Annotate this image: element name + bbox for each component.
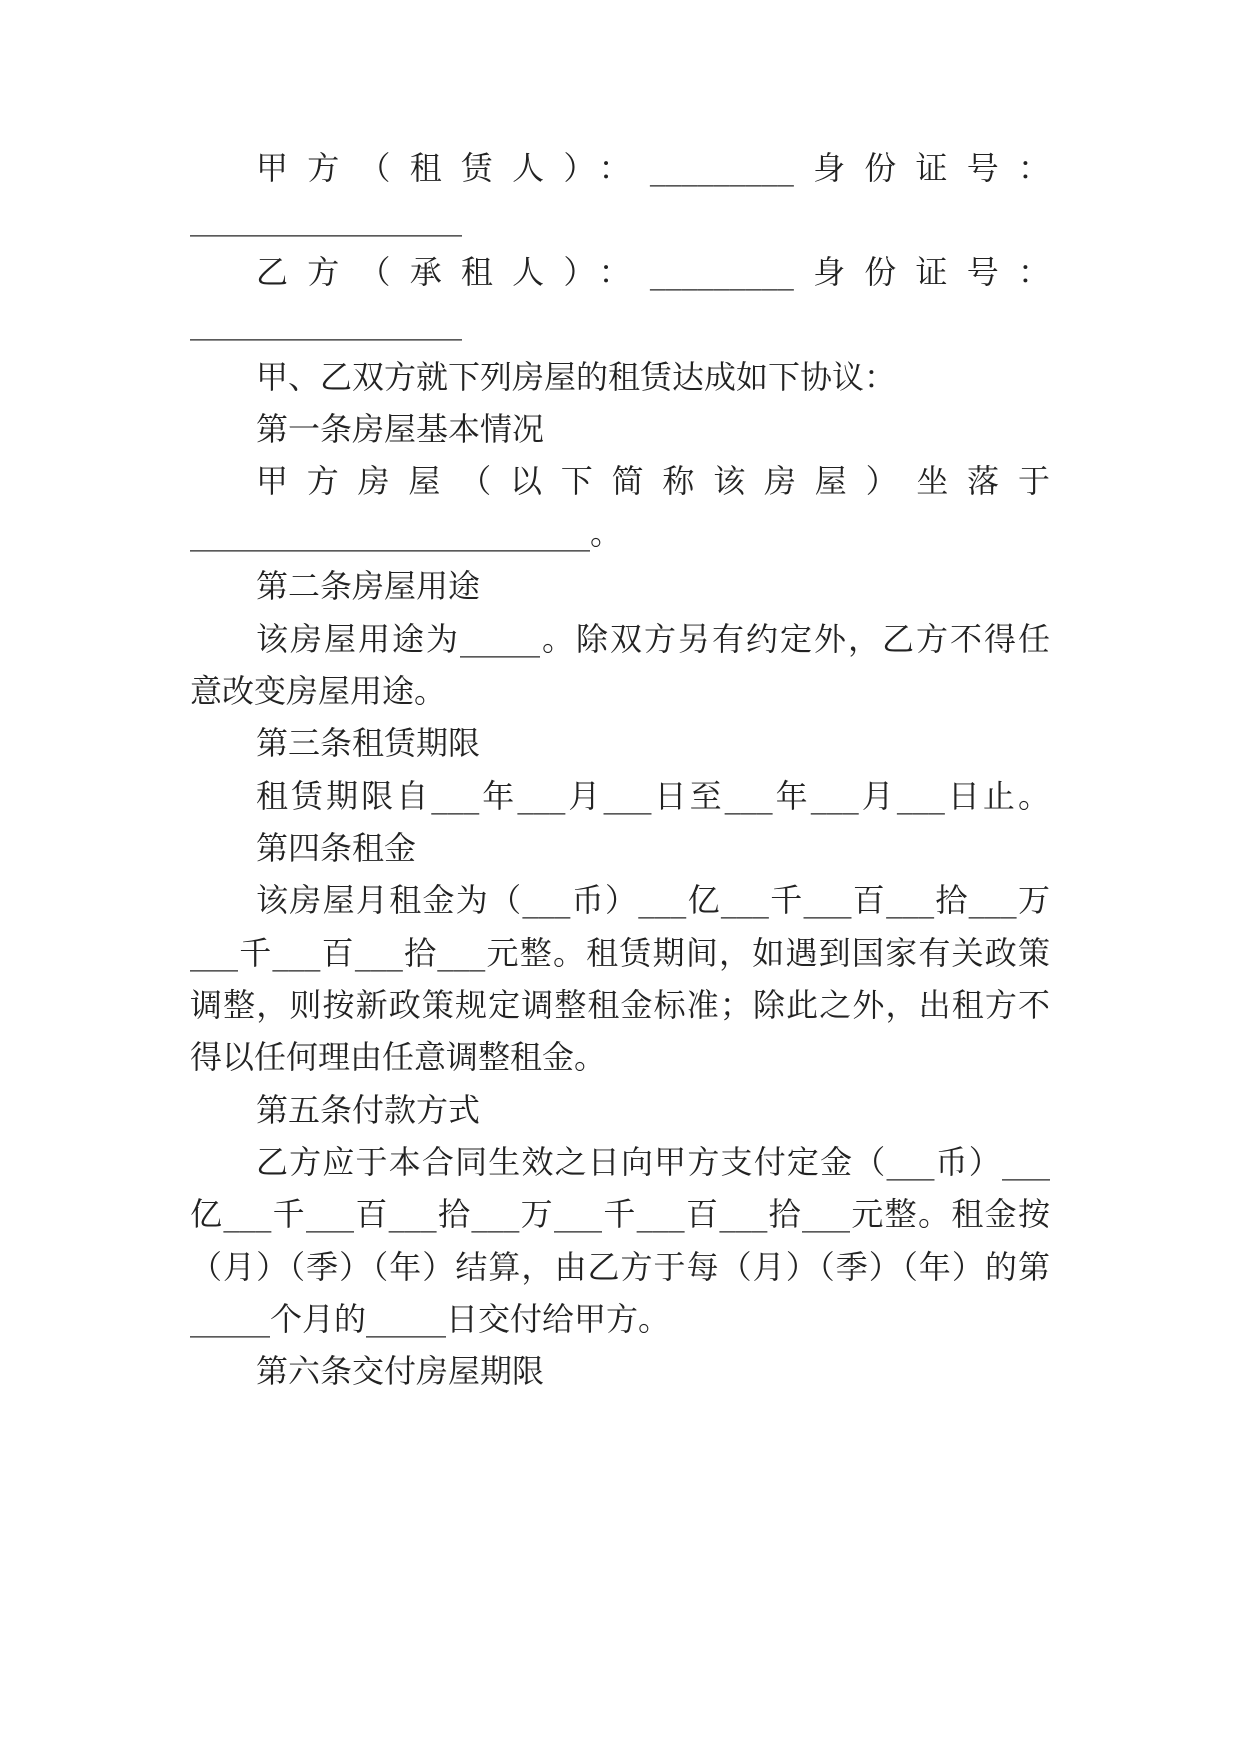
article-3-text: 租赁期限自___年___月___日至___年___月___日止。 [256, 777, 1050, 815]
party-a-id-blank: _________________ [190, 199, 462, 237]
article-1-address-blank: _________________________。 [190, 514, 623, 552]
article-1-text: 甲方房屋（以下简称该房屋）坐落于 [256, 462, 1050, 500]
article-2-heading: 第二条房屋用途 [256, 567, 481, 605]
article-2-text: 该房屋用途为_____。除双方另有约定外，乙方不得任 [256, 620, 1050, 658]
article-4-text-cont-1: ___千___百___拾___元整。租赁期间，如遇到国家有关政策 [190, 934, 1050, 972]
agreement-intro: 甲、乙双方就下列房屋的租赁达成如下协议： [256, 358, 897, 396]
article-4-text-cont-3: 得以任何理由任意调整租金。 [190, 1038, 607, 1076]
article-6-heading: 第六条交付房屋期限 [256, 1352, 545, 1390]
party-a-line: 甲方（租赁人）：_________身份证号： [256, 149, 1050, 187]
article-5-text-cont-2: （月）（季）（年）结算，由乙方于每（月）（季）（年）的第 [190, 1248, 1050, 1286]
article-5-text: 乙方应于本合同生效之日向甲方支付定金（___币）___ [256, 1143, 1050, 1181]
article-5-heading: 第五条付款方式 [256, 1091, 481, 1129]
article-3-heading: 第三条租赁期限 [256, 724, 481, 762]
article-4-text: 该房屋月租金为（___币）___亿___千___百___拾___万 [256, 881, 1050, 919]
article-5-text-cont-1: 亿___千___百___拾___万___千___百___拾___元整。租金按 [190, 1195, 1050, 1233]
article-2-text-cont: 意改变房屋用途。 [190, 672, 447, 710]
article-4-heading: 第四条租金 [256, 829, 417, 867]
article-1-heading: 第一条房屋基本情况 [256, 410, 545, 448]
party-b-id-blank: _________________ [190, 303, 462, 341]
article-4-text-cont-2: 调整，则按新政策规定调整租金标准；除此之外，出租方不 [190, 986, 1050, 1024]
article-5-text-cont-3: _____个月的_____日交付给甲方。 [190, 1300, 671, 1338]
party-b-line: 乙方（承租人）：_________身份证号： [256, 253, 1050, 291]
